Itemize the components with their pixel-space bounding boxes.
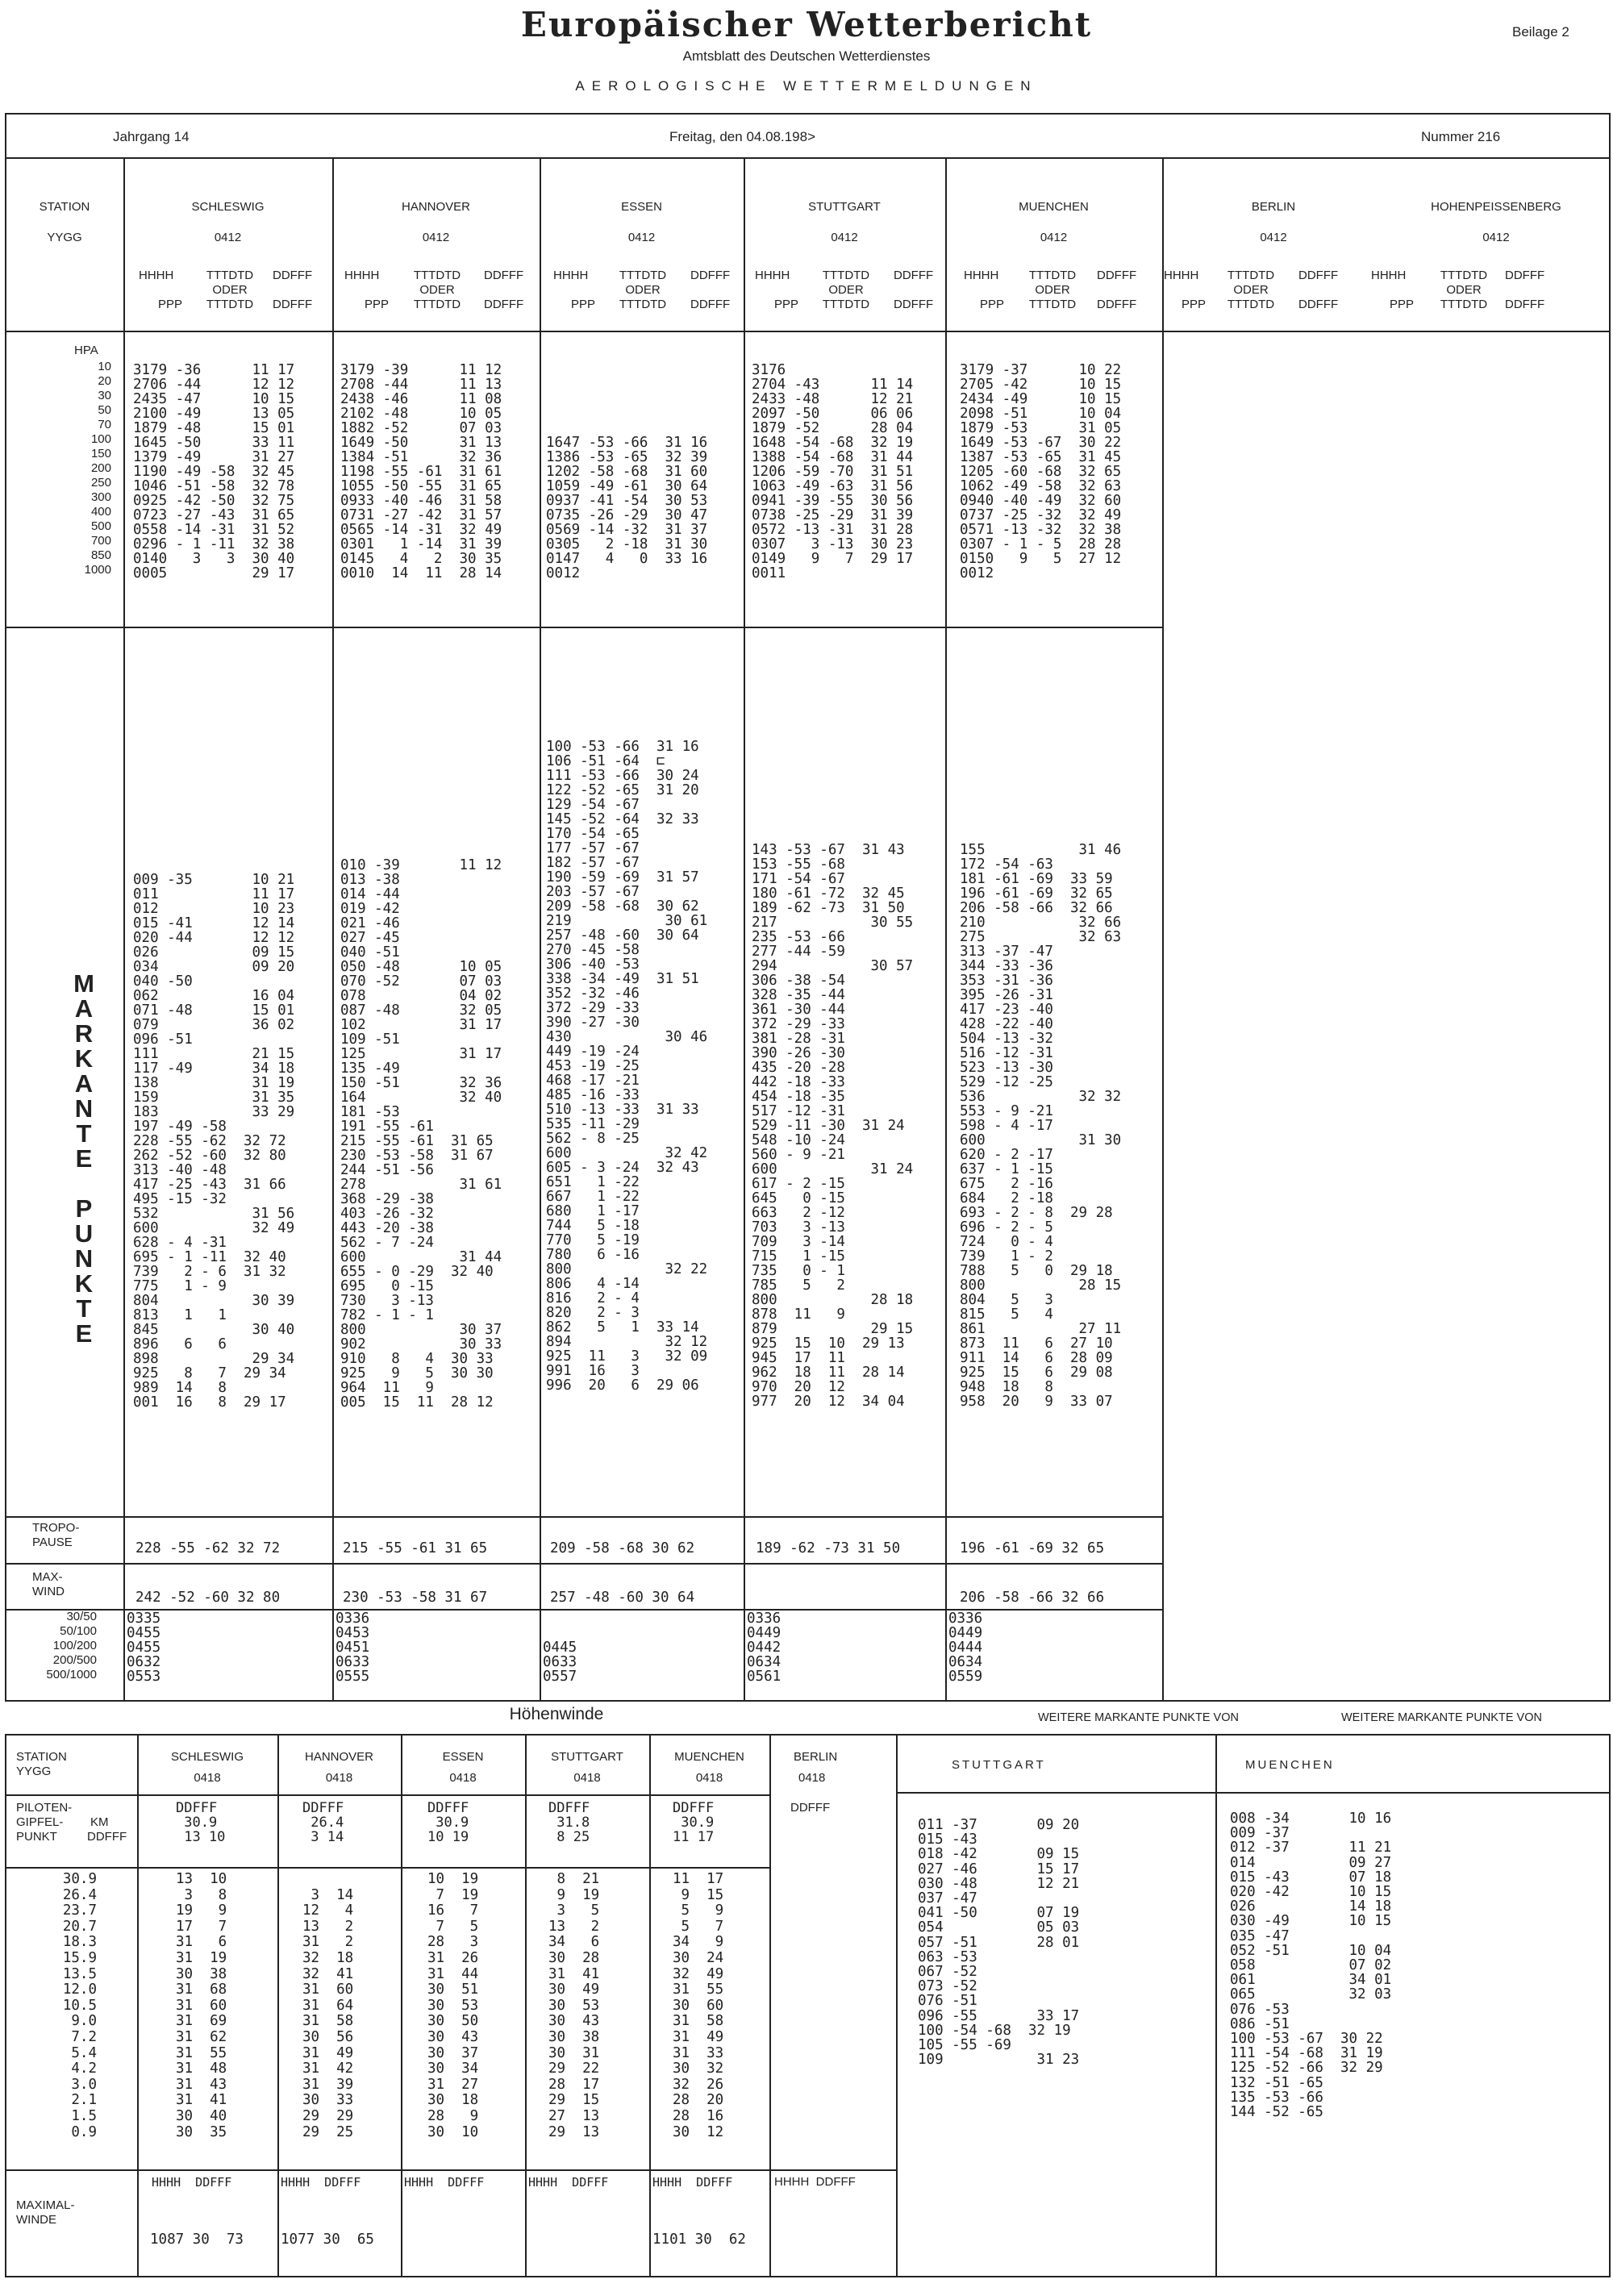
markante-punkte-data: 009 -35 10 21 011 11 17 012 10 23 015 -41 12 14 020 -44 12 12 026 09 15 034 09 20 040 -50 062 16 04 071 -48 15 01 079 36 02 096 -51 111 21 15 117 -49 34 18 138 31 19 159 31 35 183 33 29 197 -49 -58 228 -55 -62 32 72 262 -52 -60 32 80 313 -40 -48 417 -25 -43 31 66 495 -15 -32 532 31 56 600 32 49 628 - 4 -31 695 - 1 -11 32 40 739 2 - 6 31 32 775 1 - 9 804 30 39 813 1 1 845 30 40 896 6 6 898 29 34 925 8 7 29 34 989 14 8 001 16 8 29 17 bbox=[133, 872, 295, 1411]
markante-punkte-data: 143 -53 -67 31 43 153 -55 -68 171 -54 -67 180 -61 -72 32 45 189 -62 -73 31 50 217 30 55 235 -53 -66 277 -44 -59 294 30 57 306 -38 -54 328 -35 -44 361 -30 -44 372 -29 -33 381 -28 -31 390 -26 -30 435 -20 -28 442 -18 -33 454 -18 -35 517 -12 -31 529 -11 -30 31 24 548 -10 -24 560 - 9 -21 600 31 24 617 - 2 -15 645 0 -15 663 2 -12 703 3 -13 709 3 -14 715 1 -15 735 0 - 1 785 5 2 800 28 18 878 11 9 879 29 15 925 15 10 29 13 945 17 11 962 18 11 28 14 970 20 12 977 20 12 34 04 bbox=[752, 842, 914, 1410]
piloten-data: DDFFF 30.9 10 19 bbox=[427, 1800, 469, 1845]
markante-punkte-data: 010 -39 11 12 013 -38 014 -44 019 -42 021 -46 027 -45 040 -51 050 -48 10 05 070 -52 07 03 078 04 02 087 -48 32 05 102 31 17 109 -51 125 31 17 135 -49 150 -51 32 36 164 32 40 181 -53 191 -55 -61 215 -55 -61 31 65 230 -53 -58 31 67 244 -51 -56 278 31 61 368 -29 -38 403 -26 -32 443 -20 -38 562 - 7 -24 600 31 44 655 - 0 -29 32 40 695 0 -15 730 3 -13 782 - 1 - 1 800 30 37 902 30 33 910 8 4 30 33 925 9 5 30 30 964 11 9 005 15 11 28 12 bbox=[340, 857, 502, 1411]
station-yygg: 0412 bbox=[1040, 231, 1068, 244]
hhhh-header: HHHH bbox=[553, 269, 589, 282]
shear-data: 0336 0453 0451 0633 0555 bbox=[336, 1611, 370, 1685]
shear-data: 0335 0455 0455 0632 0553 bbox=[127, 1611, 161, 1685]
tropopause-data: 215 -55 -61 31 65 bbox=[343, 1540, 488, 1556]
beilage-label: Beilage 2 bbox=[1512, 24, 1569, 40]
maximalwinde-data: 1077 30 65 bbox=[281, 2231, 374, 2248]
station-name: MUENCHEN bbox=[674, 1750, 744, 1764]
ddfff-header: DDFFF bbox=[1298, 269, 1339, 282]
ddfff-header: DDFFF bbox=[273, 298, 313, 311]
standard-levels-data: 3176 2704 -43 11 14 2433 -48 12 21 2097 -50 06 06 1879 -52 28 04 1648 -54 -68 32 19 1388 -54 -68 31 44 1206 -59 -70 31 51 1063 -49 -63 31 56 0941 -39 -55 30 56 0738 -25 -29 31 39 0572 -13 -31 31 28 0307 3 -13 30 23 0149 9 7 29 17 0011 bbox=[752, 362, 914, 581]
ppp-header: PPP bbox=[1182, 298, 1207, 311]
markante-punkte-data: 100 -53 -66 31 16 106 -51 -64 ⊏ 111 -53 -66 30 24 122 -52 -65 31 20 129 -54 -67 145 -52 -64 32 33 170 -54 -65 177 -57 -67 182 -57 -67 190 -59 -69 31 57 203 -57 -67 209 -58 -68 30 62 219 30 61 257 -48 -60 30 64 270 -45 -58 306 -40 -53 338 -34 -49 31 51 352 -32 -46 372 -29 -33 390 -27 -30 430 30 46 449 -19 -24 453 -19 -25 468 -17 -21 485 -16 -33 510 -13 -33 31 33 535 -11 -29 562 - 8 -25 600 32 42 605 - 3 -24 32 43 651 1 -22 667 1 -22 680 1 -17 744 5 -18 770 5 -19 780 6 -16 800 32 22 806 4 -14 816 2 - 4 820 2 - 3 862 5 1 33 14 894 32 12 925 11 3 32 09 991 16 3 996 20 6 29 06 bbox=[546, 739, 708, 1394]
ppp-header: PPP bbox=[365, 298, 390, 311]
weitere-station-title: MUENCHEN bbox=[1245, 1758, 1335, 1772]
maxwind-data: 230 -53 -58 31 67 bbox=[343, 1590, 488, 1606]
maxwind-label: MAX- WIND bbox=[32, 1570, 65, 1598]
piloten-data: DDFFF 31.8 8 25 bbox=[548, 1800, 590, 1845]
standard-levels-data: 3179 -39 11 12 2708 -44 11 13 2438 -46 11 08 2102 -48 10 05 1882 -52 07 03 1649 -50 31 13 1384 -51 32 36 1198 -55 -61 31 61 1055 -50 -55 31 65 0933 -40 -46 31 58 0731 -27 -42 31 57 0565 -14 -31 32 49 0301 1 -14 31 39 0145 4 2 30 35 0010 14 11 28 14 bbox=[340, 362, 502, 581]
weitere-station-title: STUTTGART bbox=[952, 1758, 1046, 1772]
hhhh-ddfff-header: HHHH DDFFF bbox=[528, 2175, 609, 2190]
maximalwinde-data: 1087 30 73 bbox=[150, 2231, 244, 2248]
station-name: BERLIN bbox=[794, 1750, 838, 1764]
station-name: HANNOVER bbox=[401, 200, 470, 214]
hpa-label: HPA bbox=[74, 344, 98, 357]
maxwind-data: 257 -48 -60 30 64 bbox=[550, 1590, 695, 1606]
station-name: ESSEN bbox=[442, 1750, 484, 1764]
standard-levels-data: 3179 -37 10 22 2705 -42 10 15 2434 -49 10 15 2098 -51 10 04 1879 -53 31 05 1649 -53 -67 30 22 1387 -53 -65 31 45 1205 -60 -68 32 65 1062 -49 -58 32 63 0940 -40 -49 32 60 0737 -25 -32 32 49 0571 -13 -32 32 38 0307 - 1 - 5 28 28 0150 9 5 27 12 0012 bbox=[960, 362, 1122, 581]
shear-label: 30/50 50/100 100/200 200/500 500/1000 bbox=[46, 1610, 97, 1681]
hhhh-header: HHHH bbox=[1164, 269, 1199, 282]
station-name: MUENCHEN bbox=[1019, 200, 1089, 214]
weitere-markante-data: 008 -34 10 16 009 -37 012 -37 11 21 014 09 27 015 -43 07 18 020 -42 10 15 026 14 18 030 -49 10 15 035 -47 052 -51 10 04 058 07 02 061 34 01 065 32 03 076 -53 086 -51 100 -53 -67 30 22 111 -54 -68 31 19 125 -52 -66 32 29 132 -51 -65 135 -53 -66 144 -52 -65 bbox=[1230, 1811, 1392, 2121]
station-name: HOHENPEISSENBERG bbox=[1431, 200, 1561, 214]
hoehenwinde-data: 3 14 12 4 13 2 31 2 32 18 32 41 31 60 31 64 31 58 30 56 31 49 31 42 31 39 30 33 29 29 29 25 bbox=[302, 1886, 354, 2140]
station-label: STATION bbox=[39, 200, 90, 214]
station-yygg: 0418 bbox=[449, 1771, 477, 1785]
tropopause-data: 209 -58 -68 30 62 bbox=[550, 1540, 695, 1556]
hhhh-ddfff-header: HHHH DDFFF bbox=[404, 2175, 485, 2190]
station-yygg: 0418 bbox=[573, 1771, 601, 1785]
ddfff-header: DDFFF bbox=[1097, 298, 1137, 311]
page-subtitle: Amtsblatt des Deutschen Wetterdienstes bbox=[682, 48, 931, 64]
piloten-data: DDFFF 30.9 13 10 bbox=[176, 1800, 226, 1845]
station-name: HANNOVER bbox=[304, 1750, 373, 1764]
ppp-header: PPP bbox=[774, 298, 799, 311]
hhhh-header: HHHH bbox=[344, 269, 380, 282]
shear-data: 0336 0449 0444 0634 0559 bbox=[948, 1611, 983, 1685]
station-yygg: 0412 bbox=[422, 231, 450, 244]
hhhh-header: HHHH bbox=[1371, 269, 1407, 282]
ddfff-header: DDFFF bbox=[1298, 298, 1339, 311]
tropopause-data: 228 -55 -62 32 72 bbox=[135, 1540, 281, 1556]
hhhh-header: HHHH bbox=[964, 269, 999, 282]
ttt-header: TTTDTD ODER TTTDTD bbox=[206, 269, 254, 311]
station-yygg: 0412 bbox=[831, 231, 858, 244]
standard-levels-data: 1647 -53 -66 31 16 1386 -53 -65 32 39 1202 -58 -68 31 60 1059 -49 -61 30 64 0937 -41 -54 30 53 0735 -26 -29 30 47 0569 -14 -32 31 37 0305 2 -18 31 30 0147 4 0 33 16 0012 bbox=[546, 435, 708, 581]
hoehenwinde-data: 10 19 7 19 16 7 7 5 28 3 31 26 31 44 30 51 30 53 30 50 30 43 30 37 30 34 31 27 30 18 28 9 30 10 bbox=[427, 1871, 479, 2140]
weitere-markante-data: 011 -37 09 20 015 -43 018 -42 09 15 027 -46 15 17 030 -48 12 21 037 -47 041 -50 07 19 054 05 03 057 -51 28 01 063 -53 067 -52 073 -52 076 -51 096 -55 33 17 100 -54 -68 32 19 105 -55 -69 109 31 23 bbox=[918, 1817, 1080, 2069]
ddfff-header: DDFFF bbox=[1505, 298, 1545, 311]
station-name: STUTTGART bbox=[808, 200, 881, 214]
maxwind-data: 206 -58 -66 32 66 bbox=[960, 1590, 1105, 1606]
section-title: AEROLOGISCHE WETTERMELDUNGEN bbox=[575, 78, 1038, 94]
ddfff-header: DDFFF bbox=[1097, 269, 1137, 282]
issue-number: Nummer 216 bbox=[1421, 129, 1501, 144]
hoehenwinde-data: 11 17 9 15 5 9 5 7 34 9 30 24 32 49 31 55 30 60 31 58 31 49 31 33 30 32 32 26 28 20 28 16 30 12 bbox=[673, 1871, 724, 2140]
shear-data: 0445 0633 0557 bbox=[543, 1640, 577, 1685]
station-name: ESSEN bbox=[621, 200, 662, 214]
hoehenwinde-data: 13 10 3 8 19 9 17 7 31 6 31 19 30 38 31 68 31 60 31 69 31 62 31 55 31 48 31 43 31 41 30 40 30 35 bbox=[176, 1871, 227, 2140]
yygg-label: YYGG bbox=[47, 231, 82, 244]
station-name: BERLIN bbox=[1251, 200, 1296, 214]
shear-data: 0336 0449 0442 0634 0561 bbox=[747, 1611, 781, 1685]
tropopause-data: 196 -61 -69 32 65 bbox=[960, 1540, 1105, 1556]
station-yygg: 0418 bbox=[325, 1771, 353, 1785]
issue-date: Freitag, den 04.08.198> bbox=[669, 129, 815, 144]
markante-punkte-label: M A R K A N T E P U N K T E bbox=[73, 969, 94, 1348]
hhhh-header: HHHH bbox=[139, 269, 174, 282]
ppp-header: PPP bbox=[980, 298, 1005, 311]
weitere-label-2: WEITERE MARKANTE PUNKTE VON bbox=[1341, 1711, 1542, 1724]
markante-punkte-data: 155 31 46 172 -54 -63 181 -61 -69 33 59 196 -61 -69 32 65 206 -58 -66 32 66 210 32 66 275 32 63 313 -37 -47 344 -33 -36 353 -31 -36 395 -26 -31 417 -23 -40 428 -22 -40 504 -13 -32 516 -12 -31 523 -13 -30 529 -12 -25 536 32 32 553 - 9 -21 598 - 4 -17 600 31 30 620 - 2 -17 637 - 1 -15 675 2 -16 684 2 -18 693 - 2 - 8 29 28 696 - 2 - 5 724 0 - 4 739 1 - 2 788 5 0 29 18 800 28 15 804 5 3 815 5 4 861 27 11 873 11 6 27 10 911 14 6 28 09 925 15 6 29 08 948 18 8 958 20 9 33 07 bbox=[960, 842, 1122, 1410]
pressure-levels: 10 20 30 50 70 100 150 200 250 300 400 500 700 850 1000 bbox=[84, 360, 111, 577]
weitere-label-1: WEITERE MARKANTE PUNKTE VON bbox=[1038, 1711, 1239, 1724]
hhhh-ddfff-header: HHHH DDFFF bbox=[652, 2175, 733, 2190]
hhhh-ddfff-header: HHHH DDFFF bbox=[774, 2175, 856, 2189]
ppp-header: PPP bbox=[158, 298, 183, 311]
station-name: STUTTGART bbox=[551, 1750, 623, 1764]
maximalwinde-label: MAXIMAL- WINDE bbox=[16, 2198, 75, 2227]
station-label-b: STATION YYGG bbox=[16, 1750, 67, 1778]
ddfff-label-b: DDFFF bbox=[87, 1830, 127, 1844]
km-label: KM bbox=[90, 1815, 109, 1829]
hhhh-ddfff-header: HHHH DDFFF bbox=[281, 2175, 361, 2190]
station-yygg: 0412 bbox=[214, 231, 242, 244]
ddfff-header: DDFFF bbox=[690, 298, 731, 311]
station-name: SCHLESWIG bbox=[170, 1750, 244, 1764]
ttt-header: TTTDTD ODER TTTDTD bbox=[1227, 269, 1275, 311]
ddfff-header: DDFFF bbox=[1505, 269, 1545, 282]
ttt-header: TTTDTD ODER TTTDTD bbox=[822, 269, 870, 311]
hoehenwinde-levels: 30.9 26.4 23.7 20.7 18.3 15.9 13.5 12.0 10.5 9.0 7.2 5.4 4.2 3.0 2.1 1.5 0.9 bbox=[62, 1871, 97, 2140]
station-yygg: 0412 bbox=[1260, 231, 1287, 244]
hoehenwinde-title: Höhenwinde bbox=[509, 1705, 604, 1723]
piloten-label: PILOTEN- GIPFEL- PUNKT bbox=[16, 1801, 73, 1844]
ttt-header: TTTDTD ODER TTTDTD bbox=[619, 269, 667, 311]
ttt-header: TTTDTD ODER TTTDTD bbox=[413, 269, 461, 311]
standard-levels-data: 3179 -36 11 17 2706 -44 12 12 2435 -47 10 15 2100 -49 13 05 1879 -48 15 01 1645 -50 33 11 1379 -49 31 27 1190 -49 -58 32 45 1046 -51 -58 32 78 0925 -42 -50 32 75 0723 -27 -43 31 65 0558 -14 -31 31 52 0296 - 1 -11 32 38 0140 3 3 30 40 0005 29 17 bbox=[133, 362, 295, 581]
ddfff-header: DDFFF bbox=[484, 269, 524, 282]
tropopause-label: TROPO- PAUSE bbox=[32, 1521, 80, 1549]
station-yygg: 0418 bbox=[194, 1771, 221, 1785]
page-title: Europäischer Wetterbericht bbox=[520, 5, 1093, 44]
ddfff-header: DDFFF bbox=[690, 269, 731, 282]
piloten-data: DDFFF 26.4 3 14 bbox=[302, 1800, 344, 1845]
hhhh-ddfff-header: HHHH DDFFF bbox=[152, 2175, 232, 2190]
ddfff-header: DDFFF bbox=[273, 269, 313, 282]
station-yygg: 0418 bbox=[695, 1771, 723, 1785]
tropopause-data: 189 -62 -73 31 50 bbox=[756, 1540, 901, 1556]
station-yygg: 0418 bbox=[798, 1771, 826, 1785]
jahrgang: Jahrgang 14 bbox=[113, 129, 190, 144]
station-name: SCHLESWIG bbox=[191, 200, 265, 214]
piloten-data: DDFFF bbox=[790, 1801, 831, 1815]
ddfff-header: DDFFF bbox=[894, 269, 934, 282]
ppp-header: PPP bbox=[571, 298, 596, 311]
ppp-header: PPP bbox=[1390, 298, 1415, 311]
ttt-header: TTTDTD ODER TTTDTD bbox=[1440, 269, 1488, 311]
hoehenwinde-data: 8 21 9 19 3 5 13 2 34 6 30 28 31 41 30 49 30 53 30 43 30 38 30 31 29 22 28 17 29 15 27 13 29 13 bbox=[548, 1871, 600, 2140]
piloten-data: DDFFF 30.9 11 17 bbox=[673, 1800, 715, 1845]
maximalwinde-data: 1101 30 62 bbox=[652, 2231, 746, 2248]
station-yygg: 0412 bbox=[1482, 231, 1510, 244]
maxwind-data: 242 -52 -60 32 80 bbox=[135, 1590, 281, 1606]
ttt-header: TTTDTD ODER TTTDTD bbox=[1028, 269, 1077, 311]
hhhh-header: HHHH bbox=[755, 269, 790, 282]
ddfff-header: DDFFF bbox=[484, 298, 524, 311]
ddfff-header: DDFFF bbox=[894, 298, 934, 311]
station-yygg: 0412 bbox=[627, 231, 656, 244]
